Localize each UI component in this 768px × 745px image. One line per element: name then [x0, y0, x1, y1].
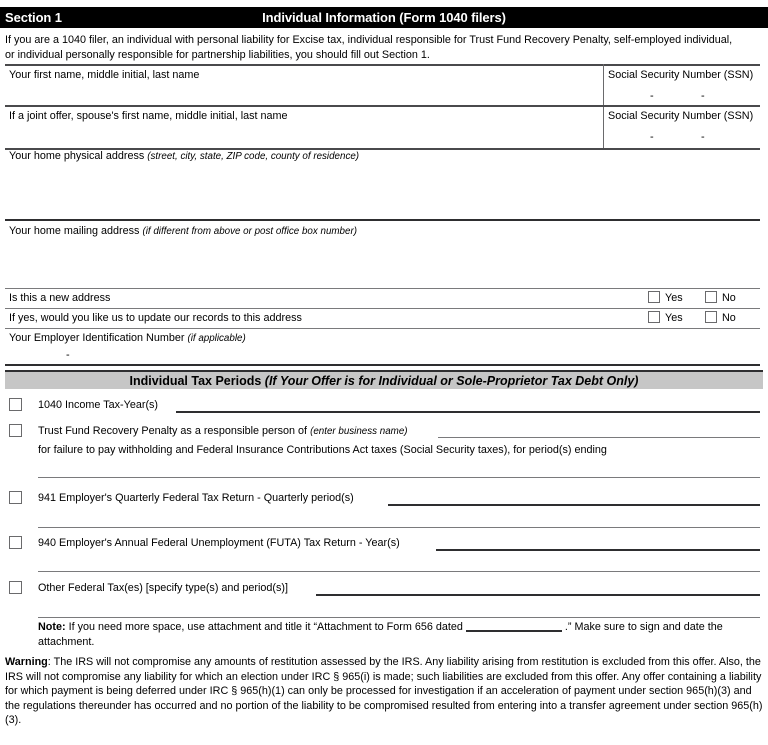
section-header-bar [0, 7, 768, 28]
physical-address-hint: (street, city, state, ZIP code, county of residence) [147, 151, 360, 162]
tax-periods-header-text [5, 374, 763, 388]
tax-periods-header-title: Individual Tax Periods [129, 374, 262, 388]
update-records-question-label: If yes, would you like us to update our records to this address [9, 312, 302, 324]
physical-address-label-text: Your home physical address [9, 150, 145, 162]
divider-ein-bottom [5, 364, 760, 366]
label-940-futa-return: 940 Employer's Annual Federal Unemployment (FUTA) Tax Return - Year(s) [38, 537, 400, 549]
label-trust-fund-hint: (enter business name) [310, 426, 408, 437]
section-title-label: Individual Information (Form 1040 filers) [262, 10, 506, 25]
divider-mailing-address [5, 288, 760, 289]
warning-text: : The IRS will not compromise any amounts of restitution assessed by the IRS. Any liability arising from restitution is excluded from this offer. Also, the IRS will not compromise any liability for which an election under IRC § 965(i) is made; such liabilities are excluded from this offer. Any offer containing a liability for which payment is being deferred under IRC § 965(h)(1) can only be processed for investigation if an acceleration of payment under section 965(h)(3) and the regulations thereunder has occurred and no portion of the liability to be compromised resulted from entering into a transfer agreement under section 965(h)(3). [5, 656, 763, 727]
update-records-yes-label: Yes [665, 312, 683, 324]
checkbox-940-futa-return[interactable] [9, 536, 22, 549]
new-address-question-label: Is this a new address [9, 292, 111, 304]
input-line-940-years-extra[interactable] [38, 571, 760, 572]
mailing-address-label [9, 225, 357, 237]
checkbox-other-federal-tax[interactable] [9, 581, 22, 594]
ssn-dash-spouse-2: - [701, 131, 705, 143]
new-address-no-label: No [722, 292, 736, 304]
physical-address-label [9, 150, 359, 162]
update-records-no-checkbox[interactable] [705, 311, 717, 323]
warning-bold-prefix: Warning [5, 656, 48, 668]
label-941-quarterly-return: 941 Employer's Quarterly Federal Tax Return - Quarterly period(s) [38, 492, 354, 504]
label-other-federal-tax: Other Federal Tax(es) [specify type(s) and period(s)] [38, 582, 289, 594]
divider-name-mid [5, 105, 760, 107]
checkbox-941-quarterly-return[interactable] [9, 491, 22, 504]
label-trust-fund-continuation: for failure to pay withholding and Federal Insurance Contributions Act taxes (Social Security taxes), for period(s) ending [38, 444, 607, 456]
mailing-address-hint: (if different from above or post office box number) [142, 226, 357, 237]
label-trust-fund-recovery-penalty [38, 425, 408, 437]
ssn-dash-primary-1: - [650, 90, 654, 102]
update-records-no-label: No [722, 312, 736, 324]
checkbox-1040-income-tax[interactable] [9, 398, 22, 411]
note-date-blank[interactable] [466, 630, 562, 632]
tax-periods-header-bar [5, 370, 763, 389]
divider-physical-address [5, 219, 760, 221]
input-line-other-federal-tax[interactable] [316, 594, 760, 596]
ein-label [9, 332, 246, 344]
ein-hint: (if applicable) [187, 333, 246, 344]
spouse-name-label: If a joint offer, spouse's first name, middle initial, last name [9, 110, 288, 122]
input-line-941-periods-extra[interactable] [38, 527, 760, 528]
ssn-dash-spouse-1: - [650, 131, 654, 143]
label-trust-fund-text: Trust Fund Recovery Penalty as a responsible person of [38, 425, 308, 437]
input-line-1040-income-tax[interactable] [176, 411, 760, 413]
divider-above-note [38, 617, 760, 618]
mailing-address-label-text: Your home mailing address [9, 225, 140, 237]
divider-name-top [5, 64, 760, 66]
new-address-no-checkbox[interactable] [705, 291, 717, 303]
note-bold-prefix: Note: [38, 621, 66, 633]
ssn-label-primary: Social Security Number (SSN) [608, 69, 754, 81]
label-1040-income-tax: 1040 Income Tax-Year(s) [38, 399, 159, 411]
input-line-trust-fund-business-name[interactable] [438, 437, 760, 438]
update-records-yes-checkbox[interactable] [648, 311, 660, 323]
first-name-label: Your first name, middle initial, last name [9, 69, 200, 81]
divider-ssn-column [603, 64, 604, 150]
checkbox-trust-fund-recovery-penalty[interactable] [9, 424, 22, 437]
ein-dash: - [66, 349, 70, 361]
divider-new-address [5, 308, 760, 309]
note-text-before: If you need more space, use attachment and title it “Attachment to Form 656 dated [68, 621, 463, 633]
ein-label-text: Your Employer Identification Number [9, 332, 185, 344]
ssn-label-spouse: Social Security Number (SSN) [608, 110, 754, 122]
tax-periods-header-subtitle: (If Your Offer is for Individual or Sole-Proprietor Tax Debt Only) [264, 374, 639, 388]
warning-block [5, 655, 763, 728]
new-address-yes-label: Yes [665, 292, 683, 304]
note-text-after: .” Make sure to sign and date the attachment. [38, 621, 723, 648]
ssn-dash-primary-2: - [701, 90, 705, 102]
new-address-yes-checkbox[interactable] [648, 291, 660, 303]
input-line-941-periods[interactable] [388, 504, 760, 506]
input-line-trust-fund-periods[interactable] [38, 477, 760, 478]
input-line-940-years[interactable] [436, 549, 760, 551]
divider-update-records [5, 328, 760, 329]
section-number-label: Section 1 [5, 10, 62, 25]
note-block [38, 620, 760, 649]
section-intro-text: If you are a 1040 filer, an individual with personal liability for Excise tax, individual responsible for Trust Fund Recovery Penalty, self-employed individual, or individual personally responsible for partnership liabilities, you should fill out Section 1. [5, 34, 733, 61]
